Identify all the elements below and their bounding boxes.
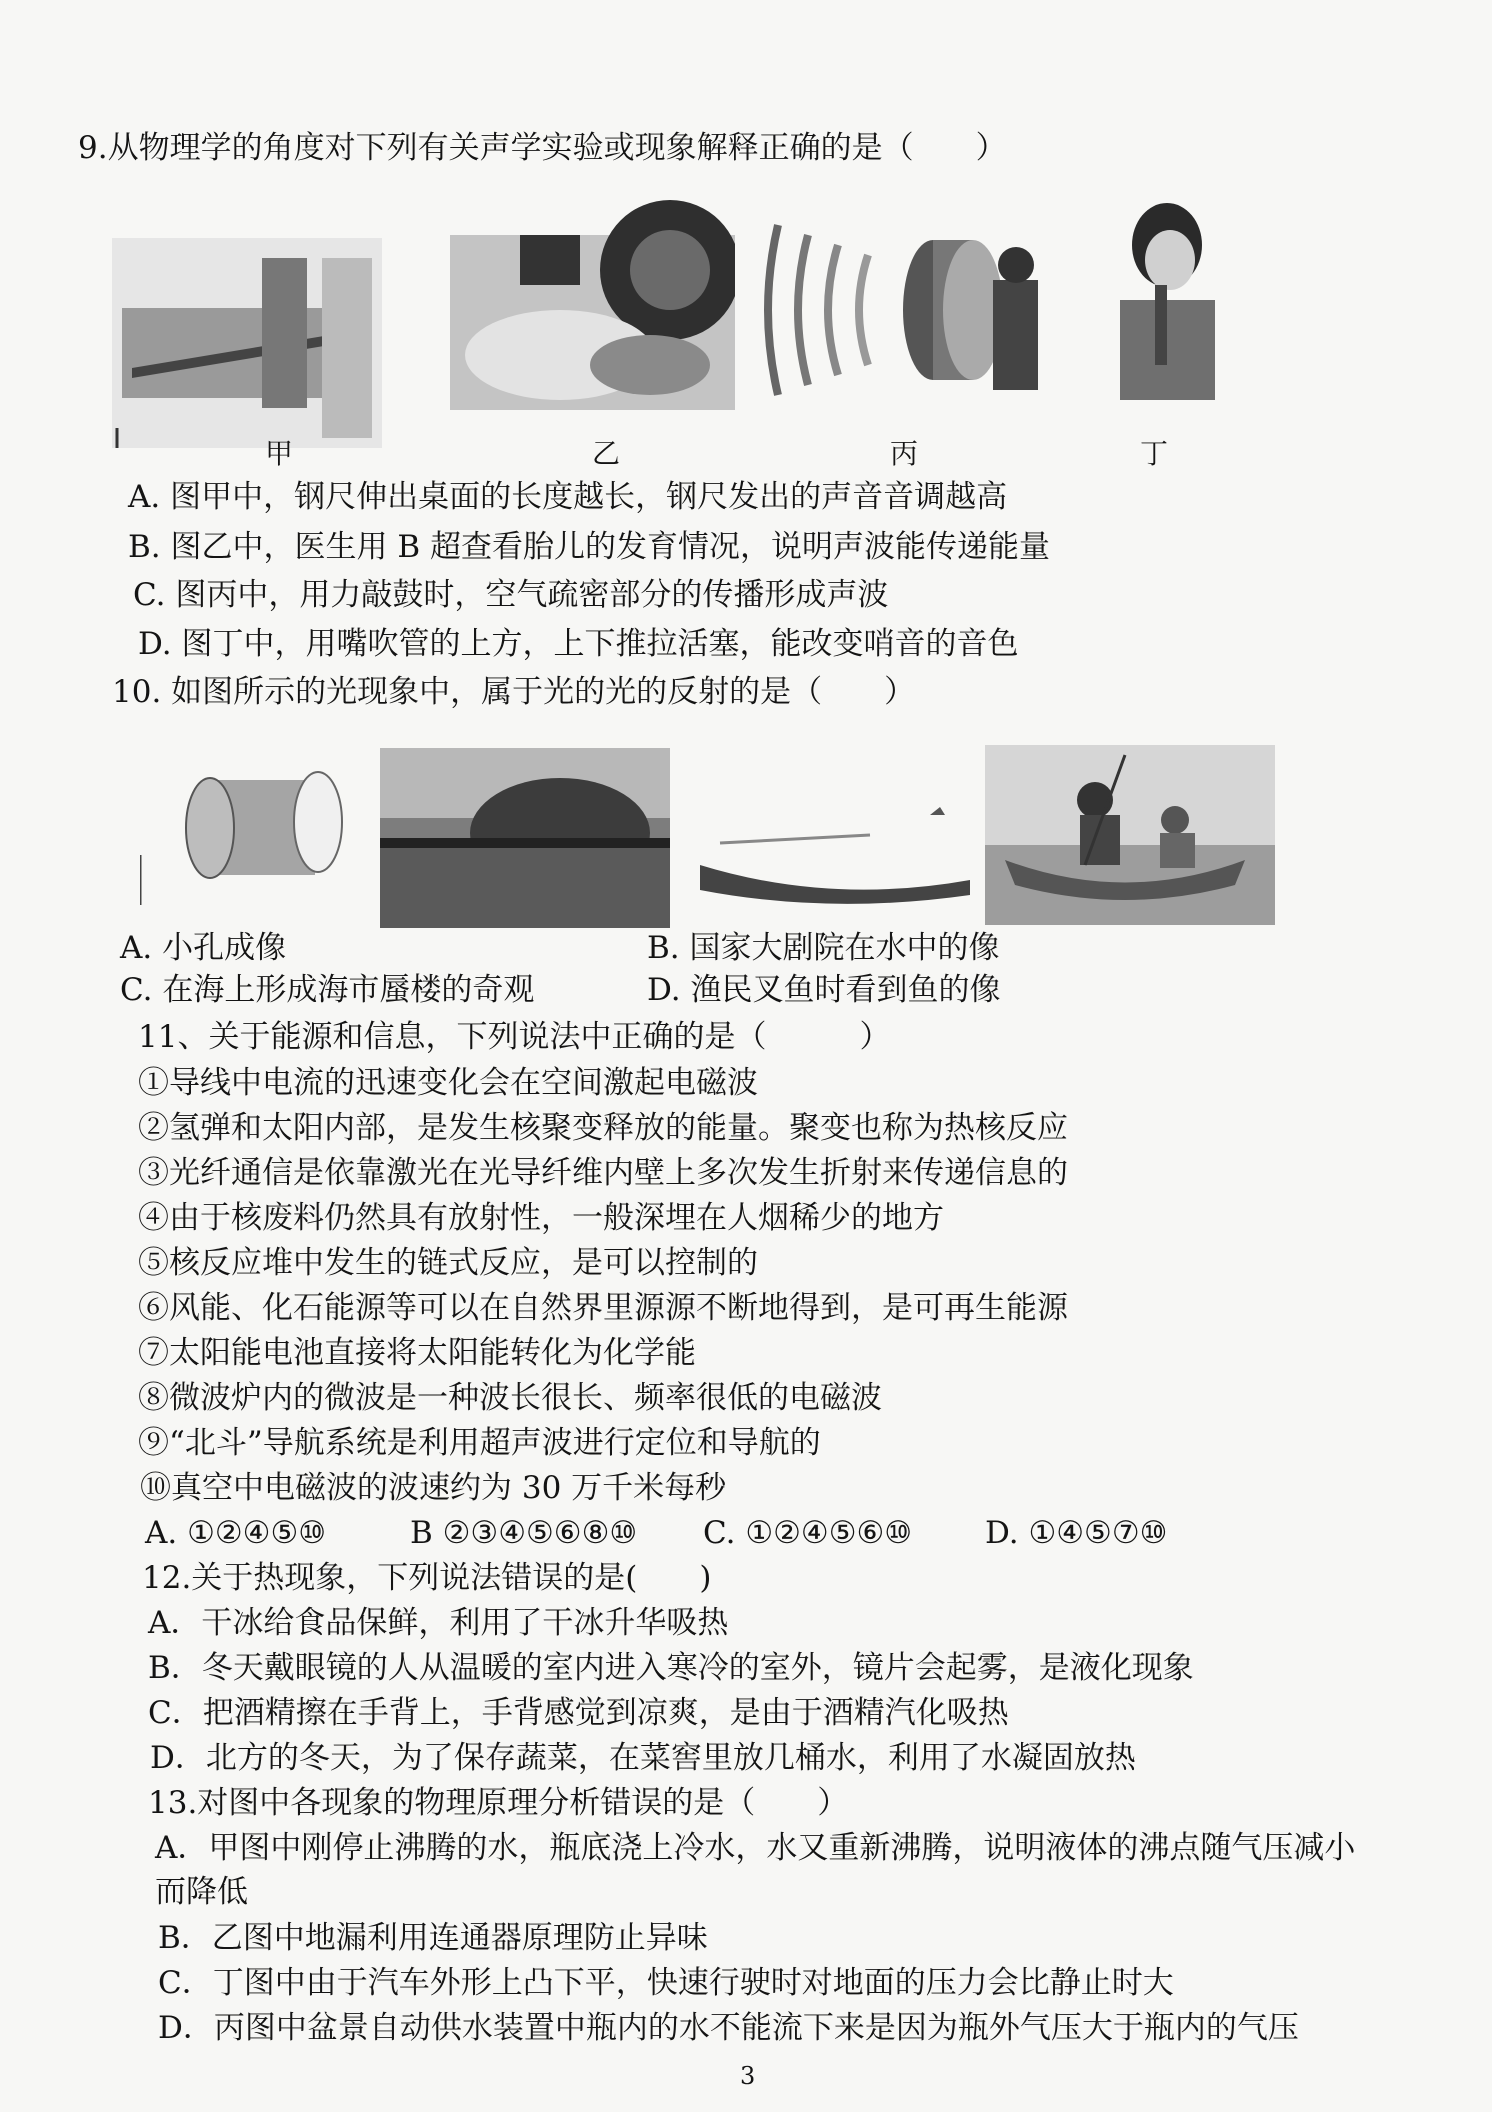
- q13-option-b: B．乙图中地漏利用连通器原理防止异味: [158, 1920, 708, 1956]
- figure-label-bing: 丙: [890, 437, 919, 470]
- q10-option-a: A. 小孔成像: [120, 930, 287, 966]
- q11-option-c: C. ①②④⑤⑥⑩: [703, 1515, 913, 1551]
- q11-option-b: B ②③④⑤⑥⑧⑩: [410, 1515, 638, 1551]
- figure-fishing-spear: [985, 745, 1275, 925]
- figure-ding-whistle: [1095, 200, 1240, 400]
- q11-statement: ⑨“北斗”导航系统是利用超声波进行定位和导航的: [138, 1425, 821, 1461]
- q12-stem: 12.关于热现象，下列说法错误的是( ): [142, 1560, 712, 1596]
- q9-option-b: B. 图乙中，医生用 B 超查看胎儿的发育情况，说明声波能传递能量: [128, 529, 1050, 565]
- q11-option-d: D. ①④⑤⑦⑩: [985, 1515, 1168, 1551]
- figure-label-yi: 乙: [592, 437, 621, 470]
- q9-stem: 9.从物理学的角度对下列有关声学实验或现象解释正确的是（ ）: [78, 130, 1007, 166]
- figure-bing-drum: [758, 215, 1063, 405]
- figure-yi-ultrasound: [450, 195, 735, 410]
- q12-option-a: A．干冰给食品保鲜，利用了干冰升华吸热: [148, 1605, 729, 1641]
- q11-statement: ②氢弹和太阳内部，是发生核聚变释放的能量。聚变也称为热核反应: [138, 1110, 1068, 1146]
- q10-option-d: D. 渔民叉鱼时看到鱼的像: [647, 972, 1001, 1008]
- q11-statement: ③光纤通信是依靠激光在光导纤维内壁上多次发生折射来传递信息的: [138, 1155, 1068, 1191]
- figure-national-grand-theater: [380, 748, 670, 928]
- figure-label-jia: 甲: [265, 437, 294, 470]
- q12-option-d: D．北方的冬天，为了保存蔬菜，在菜窖里放几桶水，利用了水凝固放热: [150, 1740, 1136, 1776]
- q12-option-b: B．冬天戴眼镜的人从温暖的室内进入寒冷的室外，镜片会起雾，是液化现象: [148, 1650, 1194, 1686]
- q9-option-d: D. 图丁中，用嘴吹管的上方，上下推拉活塞，能改变哨音的音色: [138, 626, 1019, 662]
- q11-statement: ①导线中电流的迅速变化会在空间激起电磁波: [138, 1065, 758, 1101]
- q11-statement: ⑥风能、化石能源等可以在自然界里源源不断地得到，是可再生能源: [138, 1290, 1068, 1326]
- q11-statement: ⑦太阳能电池直接将太阳能转化为化学能: [138, 1335, 696, 1371]
- q13-option-a-continued: 而降低: [155, 1874, 248, 1910]
- q11-statement: ⑤核反应堆中发生的链式反应，是可以控制的: [138, 1245, 758, 1281]
- q13-option-d: D．丙图中盆景自动供水装置中瓶内的水不能流下来是因为瓶外气压大于瓶内的气压: [158, 2010, 1299, 2046]
- q13-stem: 13.对图中各现象的物理原理分析错误的是（ ）: [148, 1785, 849, 1821]
- q11-statement: ④由于核废料仍然具有放射性，一般深埋在人烟稀少的地方: [138, 1200, 944, 1236]
- q11-statement: ⑩真空中电磁波的波速约为 30 万千米每秒: [140, 1470, 727, 1506]
- q13-option-c: C．丁图中由于汽车外形上凸下平，快速行驶时对地面的压力会比静止时大: [158, 1965, 1174, 2001]
- figure-mirage-boat: [690, 795, 975, 915]
- q10-option-b: B. 国家大剧院在水中的像: [647, 930, 1000, 966]
- figure-jia-steel-ruler: [112, 218, 382, 448]
- page-number: 3: [740, 2062, 756, 2090]
- q10-stem: 10. 如图所示的光现象中，属于光的光的反射的是（ ）: [112, 674, 916, 710]
- q13-option-a: A．甲图中刚停止沸腾的水，瓶底浇上冷水，水又重新沸腾，说明液体的沸点随气压减小: [155, 1830, 1356, 1866]
- q11-statement: ⑧微波炉内的微波是一种波长很长、频率很低的电磁波: [138, 1380, 882, 1416]
- q10-option-c: C. 在海上形成海市蜃楼的奇观: [120, 972, 535, 1008]
- figure-label-ding: 丁: [1140, 437, 1169, 470]
- q9-option-c: C. 图丙中，用力敲鼓时，空气疏密部分的传播形成声波: [133, 577, 889, 613]
- q11-option-a: A. ①②④⑤⑩: [145, 1515, 327, 1551]
- q9-option-a: A. 图甲中，钢尺伸出桌面的长度越长，钢尺发出的声音音调越高: [128, 479, 1008, 515]
- figure-pinhole-camera: [140, 760, 365, 910]
- q11-stem: 11、关于能源和信息，下列说法中正确的是（ ）: [138, 1019, 891, 1055]
- q12-option-c: C．把酒精擦在手背上，手背感觉到凉爽，是由于酒精汽化吸热: [148, 1695, 1009, 1731]
